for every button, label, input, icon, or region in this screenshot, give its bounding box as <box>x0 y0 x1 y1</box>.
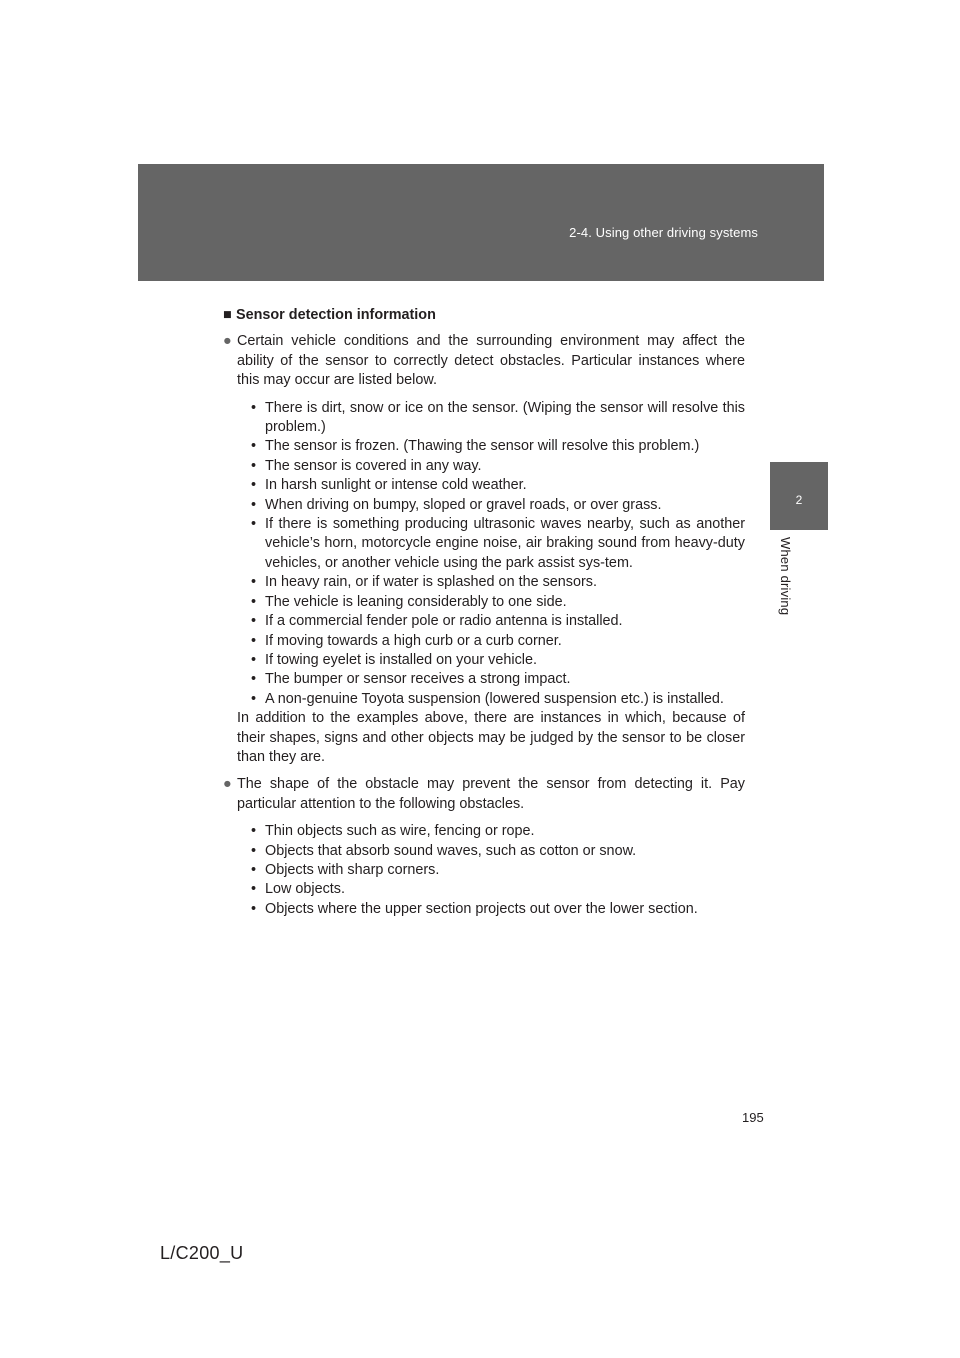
bullet-dot-icon: • <box>251 516 257 533</box>
list-item <box>251 399 745 438</box>
list-item <box>251 515 745 573</box>
bullet-dot-icon: • <box>251 496 257 513</box>
list-item-text: Objects that absorb sound waves, such as cotton or snow. <box>265 842 637 859</box>
list-item <box>251 900 745 919</box>
list-item <box>251 842 745 861</box>
list-item-text: If moving towards a high curb or a curb corner. <box>265 632 562 649</box>
list-item-text: The vehicle is leaning considerably to one side. <box>265 593 567 610</box>
list-item-text: Objects with sharp corners. <box>265 861 440 878</box>
list-item-text: If a commercial fender pole or radio antenna is installed. <box>265 613 623 630</box>
list-item <box>251 861 745 880</box>
bullet-dot-icon: • <box>251 823 257 840</box>
list-item <box>251 822 745 841</box>
list-item <box>251 880 745 899</box>
condition-list-2 <box>251 822 745 919</box>
bullet-dot-icon: • <box>251 593 257 610</box>
condition-block-1 <box>223 332 745 390</box>
bullet-dot-icon: • <box>251 861 257 878</box>
list-item <box>251 573 745 592</box>
chapter-number: 2 <box>795 493 803 507</box>
list-item-text: In harsh sunlight or intense cold weather. <box>265 477 527 494</box>
circle-bullet-icon: ● <box>223 776 232 793</box>
chapter-tab-label: When driving <box>778 537 793 616</box>
list-item <box>251 476 745 495</box>
list-item-text: If there is something producing ultrasonic waves nearby, such as another vehicle’s horn, motorcycle engine noise, air braking sound from heavy-duty vehicles, or another vehicle using the park assist sys-tem. <box>265 516 745 571</box>
list-item <box>251 457 745 476</box>
list-item <box>251 632 745 651</box>
bullet-dot-icon: • <box>251 399 257 416</box>
list-item <box>251 437 745 456</box>
list-item <box>251 593 745 612</box>
list-item-text: The sensor is covered in any way. <box>265 457 482 474</box>
bullet-dot-icon: • <box>251 457 257 474</box>
list-item-text: A non-genuine Toyota suspension (lowered suspension etc.) is installed. <box>265 690 724 707</box>
block-2-text: The shape of the obstacle may prevent the sensor from detecting it. Pay particular attention to the following obstacles. <box>237 776 745 812</box>
list-item <box>251 690 745 709</box>
list-item-text: The bumper or sensor receives a strong impact. <box>265 671 571 688</box>
section-heading <box>223 306 745 325</box>
list-item-text: If towing eyelet is installed on your vehicle. <box>265 651 537 668</box>
square-bullet-icon: ■ <box>223 307 232 323</box>
list-item <box>251 496 745 515</box>
bullet-dot-icon: • <box>251 632 257 649</box>
list-item-text: Thin objects such as wire, fencing or rope. <box>265 823 535 840</box>
bullet-dot-icon: • <box>251 477 257 494</box>
document-code: L/C200_U <box>160 1243 244 1263</box>
block-1-text: Certain vehicle conditions and the surrounding environment may affect the ability of the sensor to correctly detect obstacles. Particular instances where this may occur are listed below. <box>237 333 745 389</box>
list-item-text: There is dirt, snow or ice on the sensor. (Wiping the sensor will resolve this problem.) <box>265 399 745 436</box>
bullet-dot-icon: • <box>251 651 257 668</box>
list-item <box>251 651 745 670</box>
section-heading-text: Sensor detection information <box>236 307 436 323</box>
list-item-text: Low objects. <box>265 881 345 898</box>
list-item-text: In heavy rain, or if water is splashed on the sensors. <box>265 574 597 591</box>
bullet-dot-icon: • <box>251 842 257 859</box>
bullet-dot-icon: • <box>251 613 257 630</box>
chapter-header <box>138 164 824 281</box>
circle-bullet-icon: ● <box>223 333 232 350</box>
bullet-dot-icon: • <box>251 690 257 707</box>
page-number: 195 <box>742 1110 764 1125</box>
block-1-summary: In addition to the examples above, there are instances in which, because of their shapes, signs and other objects may be judged by the sensor to be closer than they are. <box>237 710 745 765</box>
bullet-dot-icon: • <box>251 438 257 455</box>
list-item-text: The sensor is frozen. (Thawing the sensor will resolve this problem.) <box>265 438 700 455</box>
list-item <box>251 612 745 631</box>
page-content <box>223 306 745 919</box>
condition-list-1 <box>251 399 745 710</box>
list-item <box>251 670 745 689</box>
bullet-dot-icon: • <box>251 881 257 898</box>
bullet-dot-icon: • <box>251 671 257 688</box>
chapter-tab <box>770 462 828 530</box>
bullet-dot-icon: • <box>251 574 257 591</box>
condition-block-2 <box>223 775 745 814</box>
bullet-dot-icon: • <box>251 900 257 917</box>
list-item-text: Objects where the upper section projects out over the lower section. <box>265 900 698 917</box>
list-item-text: When driving on bumpy, sloped or gravel roads, or over grass. <box>265 496 662 513</box>
chapter-title: 2-4. Using other driving systems <box>569 225 758 240</box>
